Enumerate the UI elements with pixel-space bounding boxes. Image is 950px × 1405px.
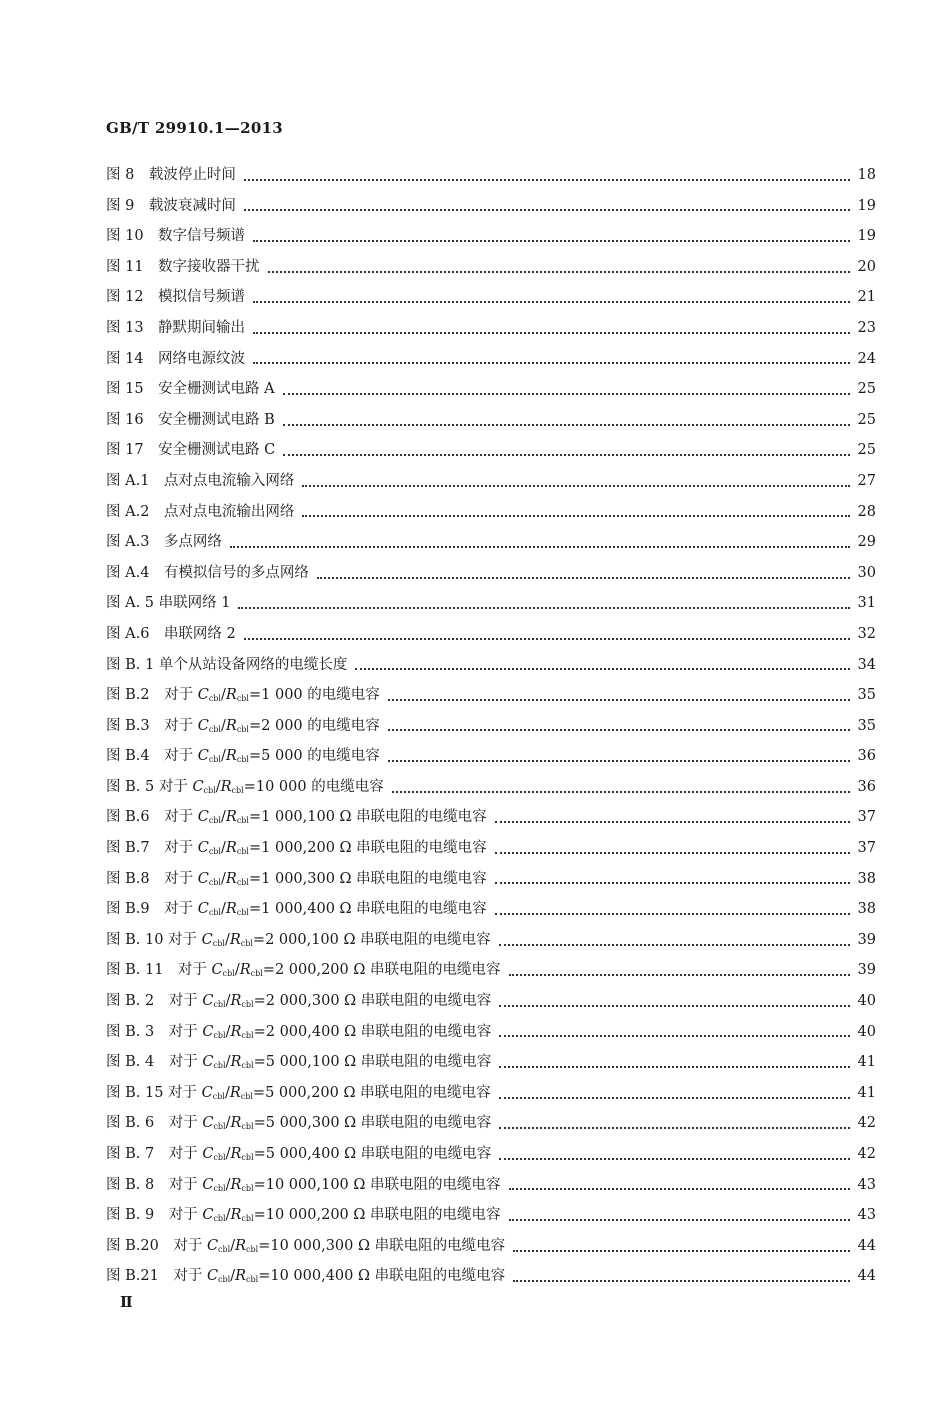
toc-entry-label (106, 711, 380, 746)
toc-entry-label: 图 B. 1 单个从站设备网络的电缆长度 (106, 656, 348, 673)
toc-entry-label (106, 925, 491, 960)
formula-c: C (202, 1176, 214, 1193)
toc-entry-label: 图 A. 5 串联网络 1 (106, 595, 231, 612)
toc-entry-page-number: 40 (857, 1023, 876, 1040)
formula-r-subscript: cbl (241, 1183, 254, 1193)
toc-entry-label (106, 1261, 505, 1296)
formula-c-subscript: cbl (208, 877, 221, 887)
formula-c-subscript: cbl (213, 1153, 226, 1162)
toc-entry (106, 221, 876, 252)
dot-leader (253, 361, 850, 364)
toc-entry (106, 191, 876, 222)
dot-leader (230, 545, 850, 548)
dot-leader (513, 1249, 850, 1252)
formula-r-subscript: cbl (240, 1091, 253, 1101)
toc-entry (106, 374, 876, 405)
dot-leader (509, 1218, 850, 1221)
toc-entry-page-number: 35 (857, 717, 876, 734)
formula-slash: / (225, 1207, 231, 1224)
toc-entry (106, 864, 876, 895)
dot-leader (495, 912, 850, 915)
toc-entry (106, 588, 876, 619)
toc-entry-prefix: 图 B. 11 对于 (106, 962, 212, 979)
formula-c-subscript: cbl (213, 1030, 226, 1040)
toc-entry (106, 772, 876, 803)
toc-entry-suffix: =1 000 的电缆电容 (248, 687, 380, 704)
toc-entry-label: 图 A.4 有模拟信号的多点网络 (106, 564, 309, 581)
toc-entry-prefix: 图 B. 6 对于 (106, 1115, 203, 1132)
formula-r-subscript: cbl (241, 1153, 254, 1162)
toc-entry (106, 1017, 876, 1048)
formula-r-subscript: cbl (241, 1122, 254, 1132)
toc-entry-prefix: 图 B.6 对于 (106, 809, 198, 826)
dot-leader (355, 667, 850, 670)
toc-entry-label: 图 14 网络电源纹波 (106, 350, 246, 367)
toc-entry-page-number: 21 (857, 289, 876, 306)
toc-entry-prefix: 图 B. 4 对于 (106, 1054, 203, 1071)
toc-entry-suffix: =5 000,400 Ω 串联电阻的电缆电容 (253, 1146, 492, 1162)
toc-entry-page-number: 38 (857, 901, 876, 918)
formula-slash: / (225, 1115, 231, 1132)
standard-code-header: GB/T 29910.1—2013 (106, 119, 284, 137)
toc-entry-label (106, 1200, 501, 1235)
formula-c: C (192, 778, 204, 795)
formula-r: R (235, 1268, 247, 1285)
toc-entry-page-number: 24 (857, 350, 876, 367)
toc-entry-label: 图 9 载波衰减时间 (106, 197, 236, 214)
formula-r: R (229, 931, 241, 948)
dot-leader (509, 1187, 850, 1190)
toc-entry-prefix: 图 B. 5 对于 (106, 778, 193, 795)
toc-entry-page-number: 44 (857, 1268, 876, 1285)
toc-entry-label (106, 1017, 491, 1052)
toc-entry-label (106, 955, 501, 990)
formula-r: R (225, 901, 237, 918)
toc-entry-suffix: =1 000,200 Ω 串联电阻的电缆电容 (248, 840, 487, 857)
toc-entry-page-number: 19 (857, 228, 876, 245)
formula-r: R (230, 1115, 242, 1132)
toc-entry (106, 986, 876, 1017)
formula-c: C (206, 1268, 219, 1285)
toc-entry-prefix: 图 B.3 对于 (106, 717, 198, 734)
dot-leader (499, 1004, 850, 1007)
formula-r: R (230, 1207, 242, 1224)
formula-c: C (197, 809, 209, 826)
formula-slash: / (225, 1054, 231, 1071)
toc-entry-label: 图 8 载波停止时间 (106, 167, 236, 183)
formula-slash: / (224, 1084, 230, 1101)
formula-r: R (225, 748, 237, 765)
formula-r: R (235, 1237, 247, 1254)
formula-slash: / (225, 1176, 231, 1193)
toc-entry-page-number: 41 (857, 1084, 876, 1101)
toc-entry-prefix: 图 B. 3 对于 (106, 1023, 203, 1040)
toc-entry-page-number: 23 (857, 319, 876, 336)
formula-c-subscript: cbl (208, 908, 221, 918)
formula-c: C (197, 901, 209, 918)
toc-entry-suffix: =10 000,100 Ω 串联电阻的电缆电容 (253, 1176, 501, 1193)
formula-r-subscript: cbl (240, 938, 253, 948)
dot-leader (388, 728, 850, 731)
dot-leader (388, 759, 850, 762)
formula-c-subscript: cbl (213, 1214, 226, 1224)
formula-slash: / (221, 809, 226, 826)
dot-leader (499, 1096, 850, 1099)
formula-r: R (230, 993, 242, 1010)
toc-entry-label (106, 1170, 501, 1205)
toc-entry (106, 741, 876, 772)
formula-c: C (197, 687, 209, 704)
toc-entry-prefix: 图 B.21 对于 (106, 1268, 207, 1285)
formula-r-subscript: cbl (241, 1000, 254, 1010)
formula-c-subscript: cbl (213, 1122, 226, 1132)
toc-entry (106, 955, 876, 986)
formula-c: C (202, 1207, 214, 1224)
toc-entry (106, 1261, 876, 1292)
toc-entry (106, 711, 876, 742)
toc-entry-label (106, 1047, 491, 1082)
toc-entry-label: 图 10 数字信号频谱 (106, 228, 246, 245)
formula-slash: / (225, 1146, 231, 1162)
dot-leader (283, 392, 850, 395)
toc-entry-page-number: 43 (857, 1176, 876, 1193)
toc-entry-page-number: 42 (857, 1146, 876, 1162)
toc-entry (106, 1231, 876, 1262)
toc-entry-page-number: 39 (857, 962, 876, 979)
formula-r-subscript: cbl (241, 1061, 254, 1071)
dot-leader (499, 1065, 850, 1068)
formula-c-subscript: cbl (222, 969, 235, 979)
toc-entry-page-number: 37 (857, 840, 876, 857)
formula-r: R (225, 870, 237, 887)
toc-entry-label: 图 A.1 点对点电流输入网络 (106, 472, 295, 489)
dot-leader (495, 881, 850, 884)
dot-leader (283, 453, 850, 456)
dot-leader (495, 820, 850, 823)
formula-r-subscript: cbl (231, 785, 244, 795)
toc-entry-suffix: =2 000,300 Ω 串联电阻的电缆电容 (253, 993, 492, 1010)
toc-entry-page-number: 42 (857, 1115, 876, 1132)
dot-leader (495, 851, 850, 854)
formula-slash: / (221, 870, 226, 887)
toc-entry-label: 图 A.2 点对点电流输出网络 (106, 503, 295, 520)
formula-r-subscript: cbl (236, 877, 249, 887)
formula-r-subscript: cbl (236, 816, 249, 826)
toc-entry (106, 282, 876, 313)
toc-entry-suffix: =2 000,400 Ω 串联电阻的电缆电容 (253, 1023, 492, 1040)
toc-entry (106, 680, 876, 711)
toc-entry-suffix: =5 000,100 Ω 串联电阻的电缆电容 (253, 1054, 492, 1071)
toc-entry (106, 527, 876, 558)
toc-entry (106, 1078, 876, 1109)
formula-c-subscript: cbl (212, 1091, 225, 1101)
dot-leader (244, 178, 850, 181)
toc-entry (106, 405, 876, 436)
toc-entry-suffix: =10 000 的电缆电容 (243, 778, 384, 795)
toc-entry-page-number: 34 (857, 656, 876, 673)
toc-entry (106, 925, 876, 956)
toc-entry (106, 466, 876, 497)
toc-entry (106, 1170, 876, 1201)
toc-entry-page-number: 27 (857, 472, 876, 489)
toc-entry (106, 650, 876, 681)
formula-slash: / (234, 962, 240, 979)
toc-entry (106, 344, 876, 375)
formula-r-subscript: cbl (246, 1275, 259, 1285)
formula-r-subscript: cbl (236, 755, 249, 765)
page-number-footer: Ⅱ (120, 1293, 133, 1311)
toc-entry (106, 313, 876, 344)
toc-entry-label: 图 12 模拟信号频谱 (106, 289, 246, 306)
toc-entry (106, 833, 876, 864)
formula-c: C (202, 1146, 214, 1162)
toc-entry-label: 图 15 安全栅测试电路 A (106, 381, 275, 398)
toc-entry-page-number: 39 (857, 931, 876, 948)
formula-r-subscript: cbl (246, 1244, 259, 1254)
toc-entry (106, 558, 876, 589)
toc-entry-label (106, 772, 384, 807)
dot-leader (499, 943, 850, 946)
toc-entry (106, 802, 876, 833)
toc-entry-label: 图 17 安全栅测试电路 C (106, 442, 276, 459)
formula-c: C (197, 840, 209, 857)
toc-entry-label (106, 1231, 505, 1266)
dot-leader (268, 270, 850, 273)
dot-leader (244, 208, 850, 211)
dot-leader (392, 790, 850, 793)
toc-entry-prefix: 图 B.9 对于 (106, 901, 198, 918)
toc-entry-label: 图 11 数字接收器干扰 (106, 258, 260, 275)
toc-entry-suffix: =1 000,300 Ω 串联电阻的电缆电容 (248, 870, 487, 887)
toc-entry-prefix: 图 B.8 对于 (106, 870, 198, 887)
formula-r: R (230, 1176, 242, 1193)
formula-c: C (201, 931, 213, 948)
toc-entry-label: 图 13 静默期间输出 (106, 319, 246, 336)
formula-c-subscript: cbl (208, 694, 221, 704)
dot-leader (388, 698, 850, 701)
toc-entry-page-number: 44 (857, 1237, 876, 1254)
toc-entry-prefix: 图 B.2 对于 (106, 687, 198, 704)
formula-slash: / (230, 1237, 236, 1254)
formula-r: R (230, 1146, 242, 1162)
formula-r: R (225, 687, 237, 704)
toc-entry-suffix: =2 000,100 Ω 串联电阻的电缆电容 (252, 931, 491, 948)
formula-r: R (225, 840, 237, 857)
formula-c-subscript: cbl (208, 724, 221, 734)
formula-c: C (197, 717, 209, 734)
formula-c: C (202, 1054, 214, 1071)
formula-r-subscript: cbl (236, 908, 249, 918)
formula-r-subscript: cbl (250, 969, 263, 979)
toc-entry (106, 497, 876, 528)
formula-c: C (197, 748, 209, 765)
toc-entry-prefix: 图 B.4 对于 (106, 748, 198, 765)
toc-entry-page-number: 28 (857, 503, 876, 520)
toc-entry-page-number: 31 (857, 595, 876, 612)
toc-entry-prefix: 图 B. 2 对于 (106, 993, 203, 1010)
toc-entry-label: 图 16 安全栅测试电路 B (106, 411, 275, 428)
toc-entry-suffix: =1 000,400 Ω 串联电阻的电缆电容 (248, 901, 487, 918)
formula-c-subscript: cbl (213, 1183, 226, 1193)
toc-entry-page-number: 20 (857, 258, 876, 275)
toc-entry-label (106, 1139, 491, 1174)
toc-entry-page-number: 41 (857, 1054, 876, 1071)
toc-entry-page-number: 25 (857, 411, 876, 428)
dot-leader (499, 1157, 850, 1160)
toc-entry-label: 图 A.3 多点网络 (106, 534, 222, 551)
toc-entry (106, 252, 876, 283)
toc-entry-prefix: 图 B. 10 对于 (106, 931, 202, 948)
toc-entry-suffix: =10 000,300 Ω 串联电阻的电缆电容 (258, 1237, 506, 1254)
toc-entry-label (106, 1078, 491, 1113)
toc-entry (106, 1047, 876, 1078)
formula-r-subscript: cbl (236, 724, 249, 734)
formula-r-subscript: cbl (236, 694, 249, 704)
formula-slash: / (221, 840, 226, 857)
dot-leader (317, 576, 850, 579)
formula-c-subscript: cbl (208, 755, 221, 765)
formula-c-subscript: cbl (213, 1061, 226, 1071)
dot-leader (253, 331, 850, 334)
formula-r: R (239, 962, 251, 979)
formula-r: R (230, 1054, 242, 1071)
formula-c-subscript: cbl (212, 938, 225, 948)
formula-c-subscript: cbl (213, 1000, 226, 1010)
formula-r-subscript: cbl (236, 847, 249, 857)
toc-entry-label (106, 680, 380, 715)
dot-leader (513, 1279, 850, 1282)
toc-entry (106, 1200, 876, 1231)
toc-entry-page-number: 18 (857, 167, 876, 183)
toc-entry-suffix: =10 000,400 Ω 串联电阻的电缆电容 (258, 1268, 506, 1285)
toc-entry-suffix: =5 000,200 Ω 串联电阻的电缆电容 (252, 1084, 491, 1101)
formula-slash: / (221, 748, 226, 765)
dot-leader (253, 239, 850, 242)
formula-r: R (230, 1023, 242, 1040)
toc-entry-page-number: 40 (857, 993, 876, 1010)
toc-entry-page-number: 25 (857, 381, 876, 398)
toc-entry (106, 894, 876, 925)
toc-entry-label (106, 833, 487, 868)
formula-c: C (202, 1023, 214, 1040)
formula-c: C (206, 1237, 219, 1254)
formula-c: C (202, 993, 214, 1010)
toc-entry-label (106, 864, 487, 899)
toc-entry-suffix: =10 000,200 Ω 串联电阻的电缆电容 (253, 1207, 501, 1224)
formula-slash: / (215, 778, 221, 795)
toc-entry-page-number: 43 (857, 1207, 876, 1224)
formula-c: C (201, 1084, 213, 1101)
formula-slash: / (225, 993, 231, 1010)
dot-leader (499, 1126, 850, 1129)
formula-c-subscript: cbl (218, 1275, 231, 1285)
toc-entry (106, 1108, 876, 1139)
formula-slash: / (221, 687, 226, 704)
formula-r-subscript: cbl (241, 1214, 254, 1224)
toc-entry (106, 160, 876, 191)
formula-slash: / (221, 717, 226, 734)
dot-leader (283, 423, 850, 426)
toc-entry-page-number: 38 (857, 870, 876, 887)
toc-entry-prefix: 图 B. 7 对于 (106, 1146, 203, 1162)
toc-entry-suffix: =1 000,100 Ω 串联电阻的电缆电容 (248, 809, 487, 826)
toc-entry-label (106, 1108, 491, 1143)
dot-leader (244, 637, 850, 640)
toc-entry-page-number: 25 (857, 442, 876, 459)
toc-entry (106, 619, 876, 650)
formula-c: C (202, 1115, 214, 1132)
toc-entry-suffix: =2 000,200 Ω 串联电阻的电缆电容 (262, 962, 501, 979)
toc-entry-prefix: 图 B.20 对于 (106, 1237, 207, 1254)
toc-entry-prefix: 图 B.7 对于 (106, 840, 198, 857)
toc-entry (106, 1139, 876, 1170)
formula-c-subscript: cbl (218, 1244, 231, 1254)
formula-c-subscript: cbl (203, 785, 216, 795)
dot-leader (509, 973, 851, 976)
formula-r: R (229, 1084, 241, 1101)
formula-c-subscript: cbl (208, 816, 221, 826)
table-of-contents-figures (106, 160, 876, 1292)
toc-entry-label: 图 A.6 串联网络 2 (106, 625, 236, 642)
toc-entry-label (106, 986, 491, 1021)
dot-leader (499, 1034, 850, 1037)
formula-c-subscript: cbl (208, 847, 221, 857)
dot-leader (253, 300, 850, 303)
toc-entry-page-number: 30 (857, 564, 876, 581)
toc-entry-label (106, 741, 380, 776)
toc-entry-prefix: 图 B. 8 对于 (106, 1176, 203, 1193)
formula-slash: / (230, 1268, 236, 1285)
formula-r: R (225, 809, 237, 826)
formula-r-subscript: cbl (241, 1030, 254, 1040)
dot-leader (238, 606, 850, 609)
toc-entry-page-number: 19 (857, 197, 876, 214)
formula-slash: / (225, 1023, 231, 1040)
toc-entry-page-number: 32 (857, 625, 876, 642)
formula-c: C (197, 870, 209, 887)
toc-entry-page-number: 35 (857, 687, 876, 704)
toc-entry (106, 435, 876, 466)
dot-leader (302, 514, 850, 517)
toc-entry-page-number: 37 (857, 809, 876, 826)
dot-leader (302, 484, 850, 487)
toc-entry-page-number: 36 (857, 778, 876, 795)
formula-r: R (225, 717, 237, 734)
formula-c: C (211, 962, 223, 979)
formula-r: R (220, 778, 232, 795)
toc-entry-prefix: 图 B. 9 对于 (106, 1207, 203, 1224)
toc-entry-prefix: 图 B. 15 对于 (106, 1084, 202, 1101)
toc-entry-suffix: =5 000 的电缆电容 (248, 748, 380, 765)
toc-entry-suffix: =5 000,300 Ω 串联电阻的电缆电容 (253, 1115, 492, 1132)
toc-entry-page-number: 36 (857, 748, 876, 765)
formula-slash: / (224, 931, 230, 948)
toc-entry-suffix: =2 000 的电缆电容 (248, 717, 380, 734)
formula-slash: / (221, 901, 226, 918)
toc-entry-page-number: 29 (857, 534, 876, 551)
toc-entry-label (106, 802, 487, 837)
toc-entry-label (106, 894, 487, 929)
